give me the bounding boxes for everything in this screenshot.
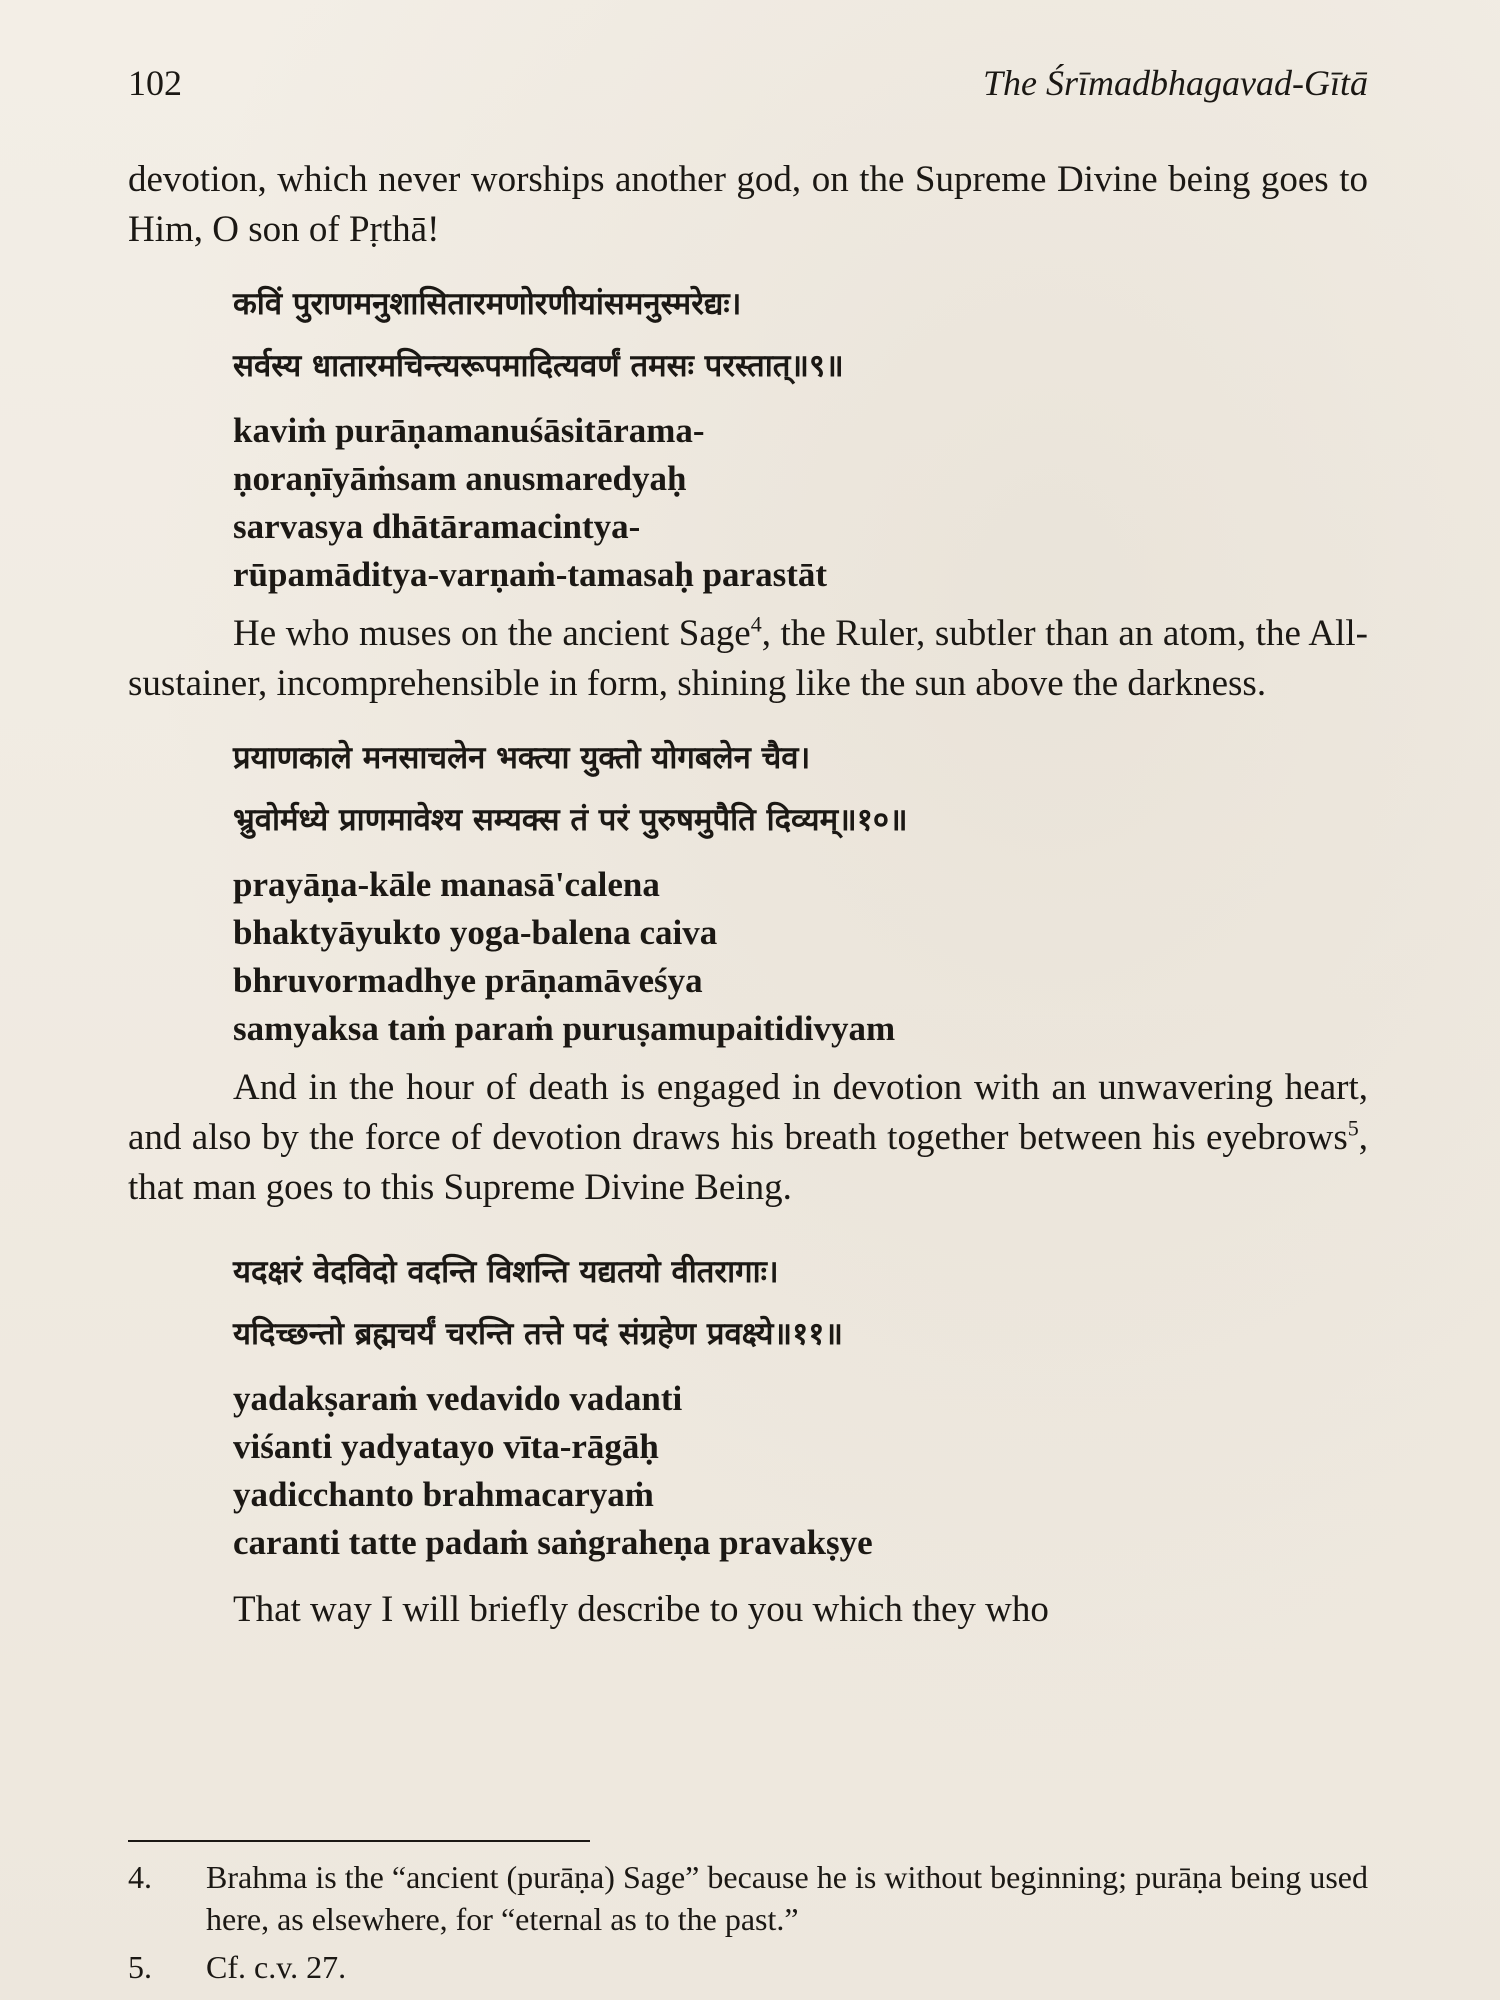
transliteration-line: bhruvormadhye prāṇamāveśya: [233, 961, 703, 1000]
footnotes: [128, 1850, 1368, 1988]
devanagari-line: प्रयाणकाले मनसाचलेन भक्त्या युक्तो योगबलेन चैव।: [233, 740, 811, 776]
devanagari-line: भ्रुवोर्मध्ये प्राणमावेश्य सम्यक्स तं परं पुरुषमुपैति दिव्यम्॥१०॥: [233, 802, 908, 838]
verse-9-transliteration: [233, 407, 1368, 599]
verse-11-transliteration: [233, 1375, 1368, 1567]
transliteration-line: sarvasya dhātāramacintya-: [233, 507, 641, 546]
footnote-text: Cf. c.v. 27.: [206, 1949, 347, 1985]
verse-10-devanagari: [233, 727, 1368, 851]
translation-text: , that man goes to this Supreme Divine Being.: [128, 1117, 1368, 1208]
footnote-text: Brahma is the “ancient (purāṇa) Sage” because he is without beginning; purāṇa being used here, as elsewhere, for “eternal as to the past.”: [206, 1859, 1368, 1937]
transliteration-line: bhaktyāyukto yoga-balena caiva: [233, 913, 718, 952]
footnote-ref: 4: [750, 611, 762, 637]
footnote-5: [128, 1946, 1368, 1988]
translation-text: And in the hour of death is engaged in devotion with an unwavering heart, and also by the force of devotion draws his breath together between his eyebrows: [128, 1067, 1368, 1158]
verse-9-translation: [128, 609, 1368, 709]
devanagari-line: कविं पुराणमनुशासितारमणोरणीयांसमनुस्मरेद्यः।: [233, 286, 742, 322]
verse-9-devanagari: [233, 273, 1368, 397]
running-head: The Śrīmadbhagavad-Gītā: [983, 63, 1368, 103]
devanagari-line: यदक्षरं वेदविदो वदन्ति विशन्ति यद्यतयो वीतरागाः।: [233, 1254, 779, 1290]
verse-11-devanagari: [233, 1241, 1368, 1365]
page-body: [128, 155, 1368, 1635]
transliteration-line: rūpamāditya-varṇaṁ-tamasaḥ parastāt: [233, 555, 828, 594]
devanagari-line: यदिच्छन्तो ब्रह्मचर्यं चरन्ति तत्ते पदं संग्रहेण प्रवक्ष्ये॥११॥: [233, 1316, 843, 1352]
translation-text: , the Ruler, subtler than an atom, the All-sustainer, incomprehensible in form, shining like the sun above the darkness.: [128, 613, 1368, 704]
verse-10-translation: [128, 1063, 1368, 1213]
transliteration-line: yadakṣaraṁ vedavido vadanti: [233, 1379, 683, 1418]
paragraph-continues: That way I will briefly describe to you which they who: [233, 1589, 1049, 1630]
transliteration-line: yadicchanto brahmacaryaṁ: [233, 1475, 654, 1514]
footnote-number: 5.: [128, 1949, 152, 1985]
page-header: [128, 58, 1368, 108]
transliteration-line: ṇoraṇīyāṁsam anusmaredyaḥ: [233, 459, 687, 498]
transliteration-line: kaviṁ purāṇamanuśāsitārama-: [233, 411, 705, 450]
footnote-number: 4.: [128, 1859, 152, 1895]
transliteration-line: caranti tatte padaṁ saṅgraheṇa pravakṣye: [233, 1523, 873, 1562]
transliteration-line: prayāṇa-kāle manasā'calena: [233, 865, 660, 904]
paragraph-continued: devotion, which never worships another god, on the Supreme Divine being goes to Him, O son of Pṛthā!: [128, 159, 1368, 250]
transliteration-line: viśanti yadyatayo vīta-rāgāḥ: [233, 1427, 659, 1466]
verse-10-transliteration: [233, 861, 1368, 1053]
footnote-ref: 5: [1347, 1115, 1359, 1141]
footnote-4: [128, 1856, 1368, 1940]
page-number: 102: [128, 63, 182, 103]
devanagari-line: सर्वस्य धातारमचिन्त्यरूपमादित्यवर्णं तमसः परस्तात्॥९॥: [233, 348, 844, 384]
transliteration-line: samyaksa taṁ paraṁ puruṣamupaitidivyam: [233, 1009, 896, 1048]
footnote-divider: [128, 1840, 590, 1842]
translation-text: He who muses on the ancient Sage: [233, 613, 751, 654]
